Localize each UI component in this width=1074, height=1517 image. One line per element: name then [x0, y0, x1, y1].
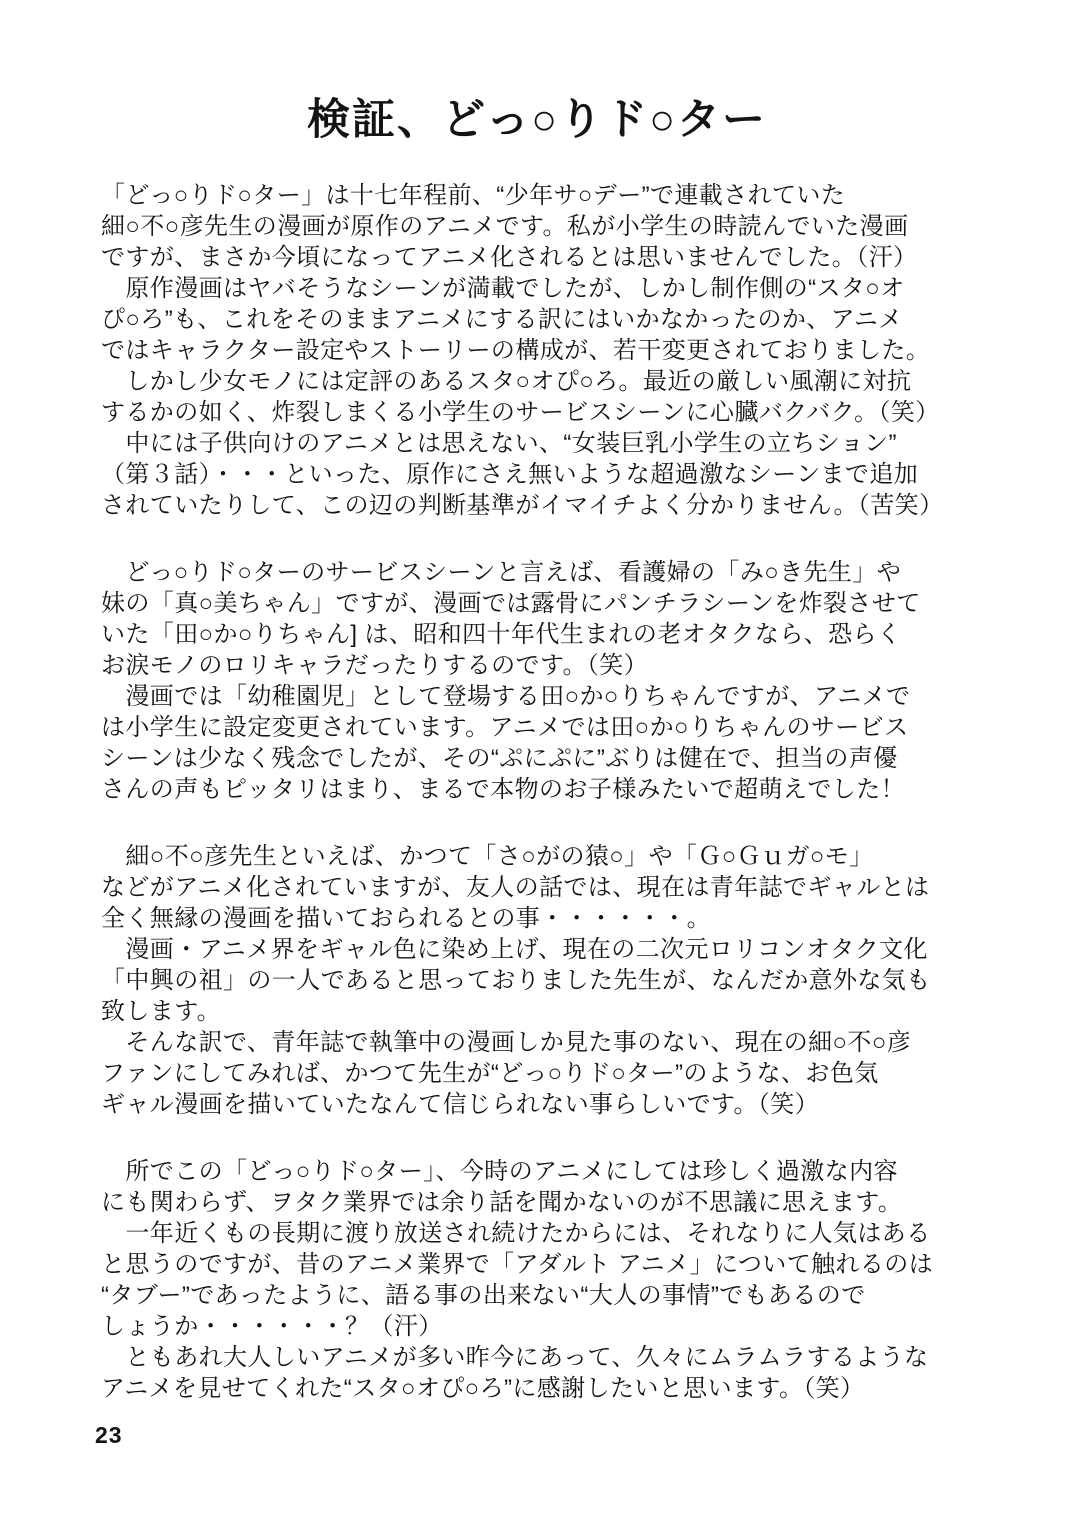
- text-line: ではキャラクター設定やストーリーの構成が、若干変更されておりました。: [101, 337, 931, 364]
- text-line: 漫画・アニメ界をギャル色に染め上げ、現在の二次元ロリコンオタク文化: [101, 936, 928, 963]
- text-line: ギャル漫画を描いていたなんて信じられない事らしいです。（笑）: [101, 1091, 820, 1118]
- text-line: 全く無縁の漫画を描いておられるとの事・・・・・・。: [101, 905, 711, 932]
- text-line: 所でこの「どっ○りド○ター」、今時のアニメにしては珍しく過激な内容: [101, 1158, 898, 1185]
- text-line: いた「田○か○りちゃん] は、昭和四十年代生まれの老オタクなら、恐らく: [101, 621, 902, 648]
- text-line: などがアニメ化されていますが、友人の話では、現在は青年誌でギャルとは: [101, 874, 930, 901]
- text-line: ですが、まさか今頃になってアニメ化されるとは思いませんでした。（汗）: [101, 244, 918, 271]
- paragraph-block: [101, 841, 981, 1120]
- text-line: 「どっ○りド○ター」は十七年程前、“少年サ○デー”で連載されていた: [101, 182, 846, 209]
- text-line: しょうか・・・・・・？（汗）: [101, 1313, 443, 1340]
- text-line: 細○不○彦先生の漫画が原作のアニメです。私が小学生の時読んでいた漫画: [101, 213, 909, 240]
- text-line: （第３話）・・・といった、原作にさえ無いような超過激なシーンまで追加: [101, 461, 919, 488]
- text-line: アニメを見せてくれた“スタ○オぴ○ろ”に感謝したいと思います。（笑）: [101, 1375, 865, 1402]
- text-line: 原作漫画はヤバそうなシーンが満載でしたが、しかし制作側の“スタ○オ: [101, 275, 905, 302]
- text-line: するかの如く、炸裂しまくる小学生のサービスシーンに心臓バクバク。（笑）: [101, 399, 940, 426]
- text-line: ファンにしてみれば、かつて先生が“どっ○りド○ター”のような、お色気: [101, 1060, 879, 1087]
- text-line: お涙モノのロリキャラだったりするのです。（笑）: [101, 652, 649, 679]
- text-line: しかし少女モノには定評のあるスタ○オぴ○ろ。最近の厳しい風潮に対抗: [101, 368, 912, 395]
- text-line: どっ○りド○ターのサービスシーンと言えば、看護婦の「み○き先生」や: [101, 559, 902, 586]
- text-line: そんな訳で、青年誌で執筆中の漫画しか見た事のない、現在の細○不○彦: [101, 1029, 912, 1056]
- body-text: [101, 180, 981, 1404]
- text-line: 細○不○彦先生といえば、かつて「さ○がの猿○」や「Ｇ○Ｇｕガ○モ」: [101, 843, 874, 870]
- text-line: 「中興の祖」の一人であると思っておりました先生が、なんだか意外な気も: [101, 967, 931, 994]
- paragraph-block: [101, 180, 981, 521]
- page-title: 検証、どっ○りド○ター: [306, 96, 768, 144]
- text-line: 漫画では「幼稚園児」として登場する田○か○りちゃんですが、アニメで: [101, 683, 911, 710]
- text-line: されていたりして、この辺の判断基準がイマイチよく分かりません。（苦笑）: [101, 492, 944, 519]
- text-line: さんの声もピッタリはまり、まるで本物のお子様みたいで超萌えでした！: [101, 776, 905, 803]
- text-line: 一年近くもの長期に渡り放送され続けたからには、それなりに人気はある: [101, 1220, 931, 1247]
- text-line: 妹の「真○美ちゃん」ですが、漫画では露骨にパンチラシーンを炸裂させて: [101, 590, 921, 617]
- text-line: は小学生に設定変更されています。アニメでは田○か○りちゃんのサービス: [101, 714, 909, 741]
- text-line: にも関わらず、ヲタク業界では余り話を聞かないのが不思議に思えます。: [101, 1189, 903, 1216]
- text-line: と思うのですが、昔のアニメ業界で「アダルト アニメ」について触れるのは: [101, 1251, 934, 1278]
- text-line: ともあれ大人しいアニメが多い昨今にあって、久々にムラムラするような: [101, 1344, 929, 1371]
- paragraph-block: [101, 557, 981, 805]
- page-number: 23: [95, 1422, 123, 1448]
- text-line: ぴ○ろ”も、これをそのままアニメにする訳にはいかなかったのか、アニメ: [101, 306, 903, 333]
- paragraph-block: [101, 1156, 981, 1404]
- text-line: 中には子供向けのアニメとは思えない、“女装巨乳小学生の立ちション”: [101, 430, 897, 457]
- text-line: シーンは少なく残念でしたが、その“ぷにぷに”ぶりは健在で、担当の声優: [101, 745, 898, 772]
- text-line: 致します。: [101, 998, 222, 1025]
- text-line: “タブー”であったように、語る事の出来ない“大人の事情”でもあるので: [101, 1282, 866, 1309]
